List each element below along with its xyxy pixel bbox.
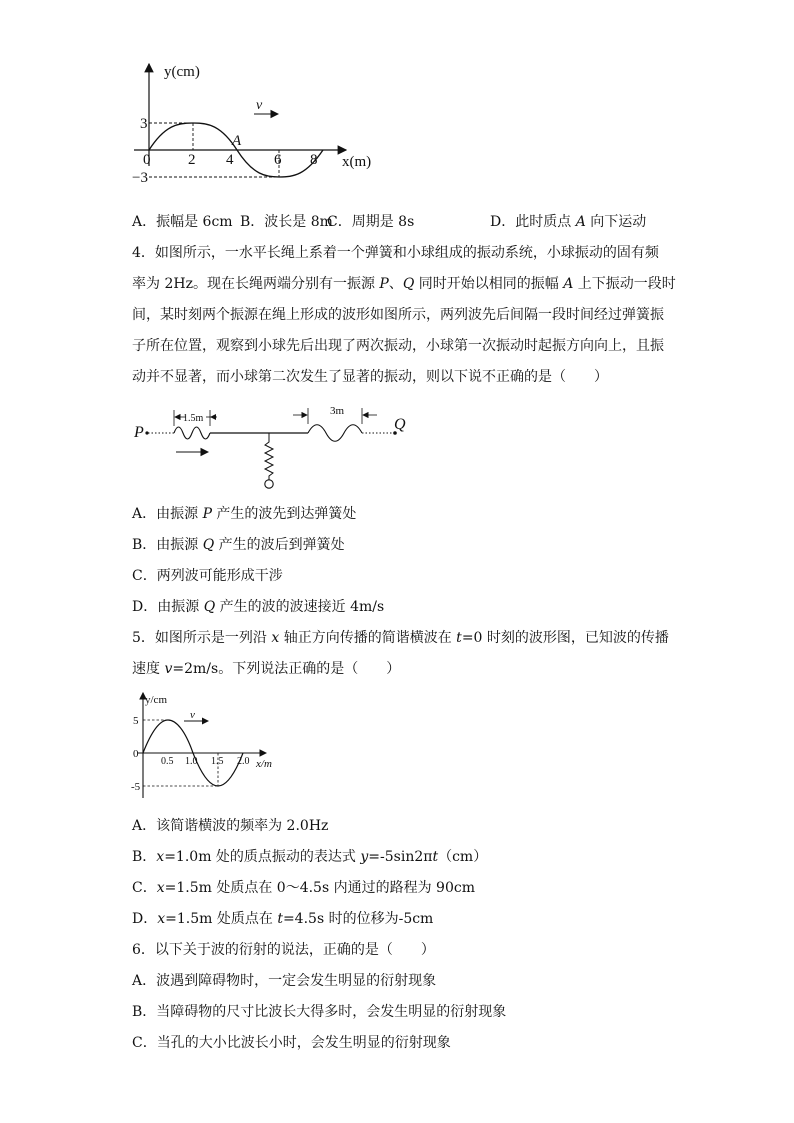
q5-option-b[interactable]: B．x=1.0m 处的质点振动的表达式 y=-5sin2πt（cm） [132,849,488,865]
wave-q [308,425,362,442]
y-pos-label: 3 [140,116,148,132]
spring [265,433,273,480]
origin-label: 0 [143,152,151,168]
source-p-label: P [134,424,144,441]
origin-label: 0 [133,748,139,760]
source-q-label: Q [394,416,406,433]
y-neg-label: -5 [131,781,141,793]
y-axis-label: y/cm [145,694,167,706]
tick-label: 2 [188,152,196,168]
x-axis-label: x(m) [342,154,372,170]
tick-label: 1.5 [211,756,224,767]
tick-label: 6 [274,152,282,168]
velocity-label: v [190,709,195,721]
q4-option-b[interactable]: B．由振源 Q 产生的波后到弹簧处 [132,537,345,553]
q6-option-a[interactable]: A．波遇到障碍物时，一定会发生明显的衍射现象 [132,973,437,989]
q6-stem: 6．以下关于波的衍射的说法，正确的是（ ） [132,942,435,958]
q5-option-d[interactable]: D．x=1.5m 处质点在 t=4.5s 时的位移为-5cm [132,911,434,927]
y-pos-label: 5 [133,715,139,727]
y-axis-label: y(cm) [164,64,200,80]
q5-option-c[interactable]: C．x=1.5m 处质点在 0～4.5s 内通过的路程为 90cm [132,880,475,896]
tick-label: 4 [226,152,234,168]
q5-stem-line: 5．如图所示是一列沿 x 轴正方向传播的简谐横波在 t=0 时刻的波形图，已知波的传播 [132,630,669,646]
tick-label: 8 [310,152,318,168]
q4-stem-line: 4．如图所示，一水平长绳上系着一个弹簧和小球组成的振动系统，小球振动的固有频 [132,245,659,261]
ball [265,480,273,488]
len-right-label: 3m [330,405,345,417]
q3-option-d[interactable]: D．此时质点 A 向下运动 [490,214,647,230]
q4-stem-line: 率为 2Hz。现在长绳两端分别有一振源 P、Q 同时开始以相同的振幅 A 上下振动一段时 [132,276,676,292]
q5-option-a[interactable]: A．该简谐横波的频率为 2.0Hz [132,818,329,834]
rope-spring-figure [128,400,418,496]
q6-option-c[interactable]: C．当孔的大小比波长小时，会发生明显的衍射现象 [132,1035,451,1051]
velocity-label: v [256,98,263,113]
wave-graph-figure-1 [128,58,388,188]
wave-graph-figure-3 [128,688,288,800]
len-left-label: 1.5m [183,413,204,424]
tick-label: 2.0 [237,756,250,767]
q3-option-b[interactable]: B．波长是 8m [240,214,333,230]
y-neg-label: −3 [132,170,148,186]
q6-option-b[interactable]: B．当障碍物的尺寸比波长大得多时，会发生明显的衍射现象 [132,1004,507,1020]
q4-stem-line: 子所在位置，观察到小球先后出现了两次振动，小球第一次振动时起振方向向上，且振 [132,338,664,354]
q4-stem-line: 动并不显著，而小球第二次发生了显著的振动，则以下说不正确的是（ ） [132,369,608,385]
q3-option-c[interactable]: C．周期是 8s [327,214,415,230]
point-a-label: A [232,133,242,149]
tick-label: 0.5 [161,756,174,767]
wave-p [174,427,210,439]
q5-stem-line: 速度 v=2m/s。下列说法正确的是（ ） [132,661,401,677]
q3-option-a[interactable]: A．振幅是 6cm [132,214,233,230]
dim-arrow-head [210,414,216,420]
q4-option-a[interactable]: A．由振源 P 产生的波先到达弹簧处 [132,506,357,522]
tick-label: 1.0 [185,756,198,767]
q4-option-d[interactable]: D．由振源 Q 产生的波的波速接近 4m/s [132,599,385,615]
x-axis-label: x/m [256,758,272,770]
q4-stem-line: 间，某时刻两个振源在绳上形成的波形如图所示，两列波先后间隔一段时间经过弹簧振 [132,307,664,323]
q4-option-c[interactable]: C．两列波可能形成干涉 [132,568,283,584]
